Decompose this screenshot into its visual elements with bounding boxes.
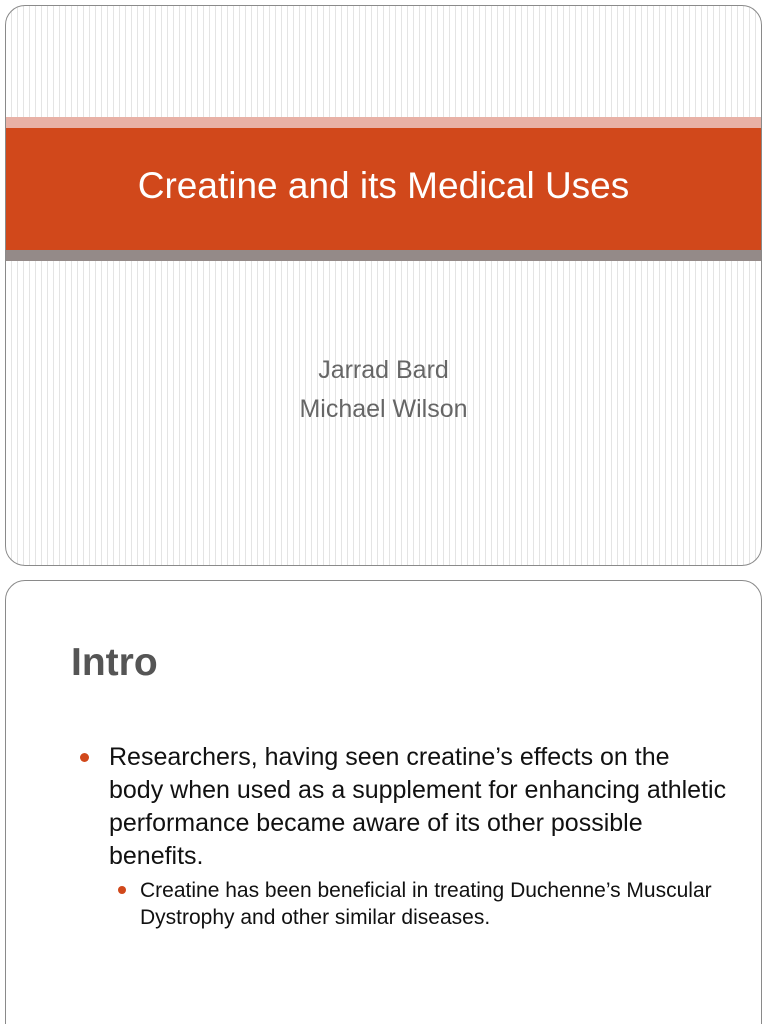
slide-heading: Intro <box>71 641 158 684</box>
sub-bullet-item <box>116 877 728 931</box>
author-name: Michael Wilson <box>299 395 468 423</box>
authors-block <box>6 351 761 429</box>
bullet-dot-icon <box>118 886 126 894</box>
title-band-top-stripe <box>6 117 761 128</box>
title-band <box>6 128 761 250</box>
title-slide <box>5 5 762 566</box>
intro-slide <box>5 580 762 1024</box>
bullet-item <box>78 741 728 873</box>
bullet-text: Researchers, having seen creatine’s effects on the body when used as a supplement for enhancing athletic performance became aware of its other possible benefits. <box>109 743 727 870</box>
author-name: Jarrad Bard <box>318 356 449 384</box>
title-band-bottom-stripe <box>6 250 761 261</box>
sub-bullet-text: Creatine has been beneficial in treating Duchenne’s Muscular Dystrophy and other similar diseases. <box>140 879 712 929</box>
slide-title: Creatine and its Medical Uses <box>137 165 630 206</box>
bullet-list <box>78 741 728 931</box>
bullet-dot-icon <box>80 753 89 762</box>
